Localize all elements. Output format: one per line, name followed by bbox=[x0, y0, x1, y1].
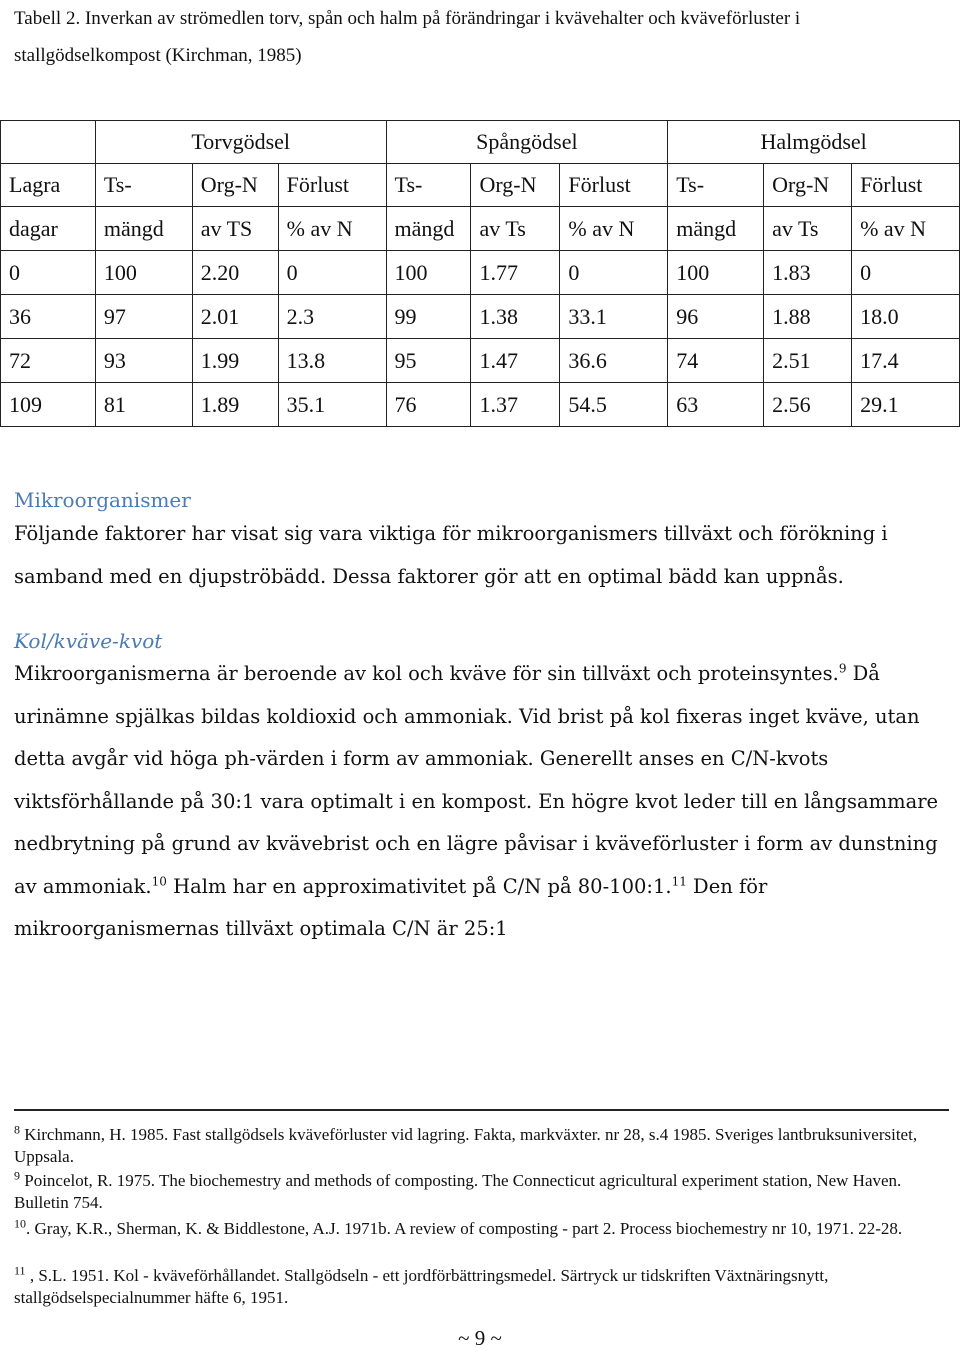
table-cell: 93 bbox=[95, 339, 192, 383]
footnote bbox=[14, 1218, 949, 1240]
table-cell: 74 bbox=[668, 339, 764, 383]
footnote-number: 11 bbox=[14, 1263, 26, 1278]
footnote-ref[interactable]: 11 bbox=[671, 874, 687, 888]
table-cell: 1.37 bbox=[471, 383, 560, 427]
table-cell: 1.83 bbox=[764, 251, 852, 295]
table-cell: 18.0 bbox=[852, 295, 960, 339]
body-paragraph bbox=[14, 653, 949, 951]
column-header-cell: av Ts bbox=[764, 207, 852, 251]
subsection-heading: Kol/kväve-kvot bbox=[14, 629, 163, 653]
column-header-cell: Lagra bbox=[1, 164, 96, 207]
table-cell: 72 bbox=[1, 339, 96, 383]
group-header-cell: Torvgödsel bbox=[95, 121, 386, 164]
footnote-text: Kirchmann, H. 1985. Fast stallgödsels kväveförluster vid lagring. Fakta, markväxter. nr 28, s.4 1985. Sveriges lantbruksuniversitet, Uppsala. bbox=[14, 1125, 918, 1166]
table-cell: 2.3 bbox=[278, 295, 386, 339]
group-header-row bbox=[1, 121, 960, 164]
table-cell: 100 bbox=[386, 251, 471, 295]
column-header-cell: Ts- bbox=[668, 164, 764, 207]
data-table bbox=[0, 120, 960, 427]
group-header-cell: Spångödsel bbox=[386, 121, 668, 164]
column-header-cell: Org-N bbox=[471, 164, 560, 207]
table-cell: 1.99 bbox=[192, 339, 278, 383]
table-row bbox=[1, 339, 960, 383]
table-cell: 29.1 bbox=[852, 383, 960, 427]
column-header-cell: Ts- bbox=[386, 164, 471, 207]
group-header-empty bbox=[1, 121, 96, 164]
table-cell: 33.1 bbox=[560, 295, 668, 339]
footnote-number: 9 bbox=[14, 1168, 20, 1183]
table-cell: 2.51 bbox=[764, 339, 852, 383]
footnote-number: 8 bbox=[14, 1122, 20, 1137]
footnote bbox=[14, 1265, 949, 1309]
table-cell: 0 bbox=[560, 251, 668, 295]
table-cell: 17.4 bbox=[852, 339, 960, 383]
table-cell: 109 bbox=[1, 383, 96, 427]
column-header-cell: Ts- bbox=[95, 164, 192, 207]
table-cell: 1.89 bbox=[192, 383, 278, 427]
column-header-cell: Förlust bbox=[852, 164, 960, 207]
table-cell: 1.77 bbox=[471, 251, 560, 295]
column-header-cell: dagar bbox=[1, 207, 96, 251]
column-header-cell: Förlust bbox=[278, 164, 386, 207]
column-header-cell: Förlust bbox=[560, 164, 668, 207]
column-header-cell: mängd bbox=[386, 207, 471, 251]
table-cell: 97 bbox=[95, 295, 192, 339]
table-cell: 2.01 bbox=[192, 295, 278, 339]
column-header-cell: Org-N bbox=[192, 164, 278, 207]
group-header-cell: Halmgödsel bbox=[668, 121, 960, 164]
table-cell: 1.38 bbox=[471, 295, 560, 339]
footnote-text: . Gray, K.R., Sherman, K. & Biddlestone, A.J. 1971b. A review of composting - part 2. Process biochemestry nr 10, 1971. 22-28. bbox=[26, 1219, 903, 1238]
table-cell: 99 bbox=[386, 295, 471, 339]
page-number: ~ 9 ~ bbox=[458, 1326, 502, 1350]
footnote-separator bbox=[14, 1109, 949, 1111]
footnote-ref[interactable]: 9 bbox=[838, 661, 847, 676]
table-row bbox=[1, 383, 960, 427]
table-cell: 81 bbox=[95, 383, 192, 427]
table-cell: 63 bbox=[668, 383, 764, 427]
table-cell: 54.5 bbox=[560, 383, 668, 427]
table-cell: 100 bbox=[95, 251, 192, 295]
body-text: Halm har en approximativitet på C/N på 80-100:1. bbox=[166, 874, 672, 898]
column-header-cell: % av N bbox=[560, 207, 668, 251]
table-cell: 96 bbox=[668, 295, 764, 339]
footnote-text: Poincelot, R. 1975. The biochemestry and methods of composting. The Connecticut agricultural experiment station, New Haven. Bulletin 754. bbox=[14, 1171, 902, 1212]
column-header-cell: av TS bbox=[192, 207, 278, 251]
body-text: Mikroorganismerna är beroende av kol och kväve för sin tillväxt och proteinsyntes. bbox=[14, 662, 839, 685]
table-cell: 100 bbox=[668, 251, 764, 295]
body-text: Då urinämne spjälkas bildas koldioxid och ammoniak. Vid brist på kol fixeras inget kväve, utan detta avgår vid höga ph-värden i form av ammoniak. Generellt anses en C/N-kvots viktsförhållande på 30:1 vara optimalt i en kompost. En högre kvot leder till en långsammare nedbrytning på grund av kvävebrist och en lägre påvisar i kväveförluster i form av dunstning av ammoniak. bbox=[14, 662, 939, 898]
column-header-cell: % av N bbox=[852, 207, 960, 251]
footnote bbox=[14, 1170, 949, 1214]
table-cell: 1.47 bbox=[471, 339, 560, 383]
column-header-cell: av Ts bbox=[471, 207, 560, 251]
column-header-cell: mängd bbox=[668, 207, 764, 251]
table-cell: 95 bbox=[386, 339, 471, 383]
column-header-cell: % av N bbox=[278, 207, 386, 251]
body-text: Den för mikroorganismernas tillväxt optimala C/N är 25:1 bbox=[14, 874, 768, 940]
footnote-text: , S.L. 1951. Kol - kväveförhållandet. Stallgödseln - ett jordförbättringsmedel. Särtryck ur tidskriften Växtnäringsnytt, stallgödselspecialnummer häfte 6, 1951. bbox=[14, 1266, 829, 1307]
section-paragraph: Följande faktorer har visat sig vara viktiga för mikroorganismers tillväxt och förökning i samband med en djupströbädd. Dessa faktorer gör att en optimal bädd kan uppnås. bbox=[14, 522, 888, 588]
table-cell: 36 bbox=[1, 295, 96, 339]
table-row bbox=[1, 251, 960, 295]
table-cell: 35.1 bbox=[278, 383, 386, 427]
footnote-number: 10 bbox=[14, 1216, 26, 1231]
table-cell: 0 bbox=[1, 251, 96, 295]
column-header-cell: Org-N bbox=[764, 164, 852, 207]
table-cell: 76 bbox=[386, 383, 471, 427]
footnote-ref[interactable]: 10 bbox=[151, 874, 167, 888]
table-cell: 0 bbox=[852, 251, 960, 295]
table-cell: 0 bbox=[278, 251, 386, 295]
table-caption: Tabell 2. Inverkan av strömedlen torv, spån och halm på förändringar i kvävehalter och kväveförluster i stallgödselkompost (Kirchman, 1985) bbox=[14, 8, 801, 66]
footnote bbox=[14, 1124, 949, 1168]
section-heading: Mikroorganismer bbox=[14, 488, 191, 512]
column-header-row bbox=[1, 207, 960, 251]
table-cell: 13.8 bbox=[278, 339, 386, 383]
table-cell: 1.88 bbox=[764, 295, 852, 339]
table-row bbox=[1, 295, 960, 339]
table-cell: 2.20 bbox=[192, 251, 278, 295]
table-cell: 36.6 bbox=[560, 339, 668, 383]
column-header-row bbox=[1, 164, 960, 207]
table-cell: 2.56 bbox=[764, 383, 852, 427]
column-header-cell: mängd bbox=[95, 207, 192, 251]
